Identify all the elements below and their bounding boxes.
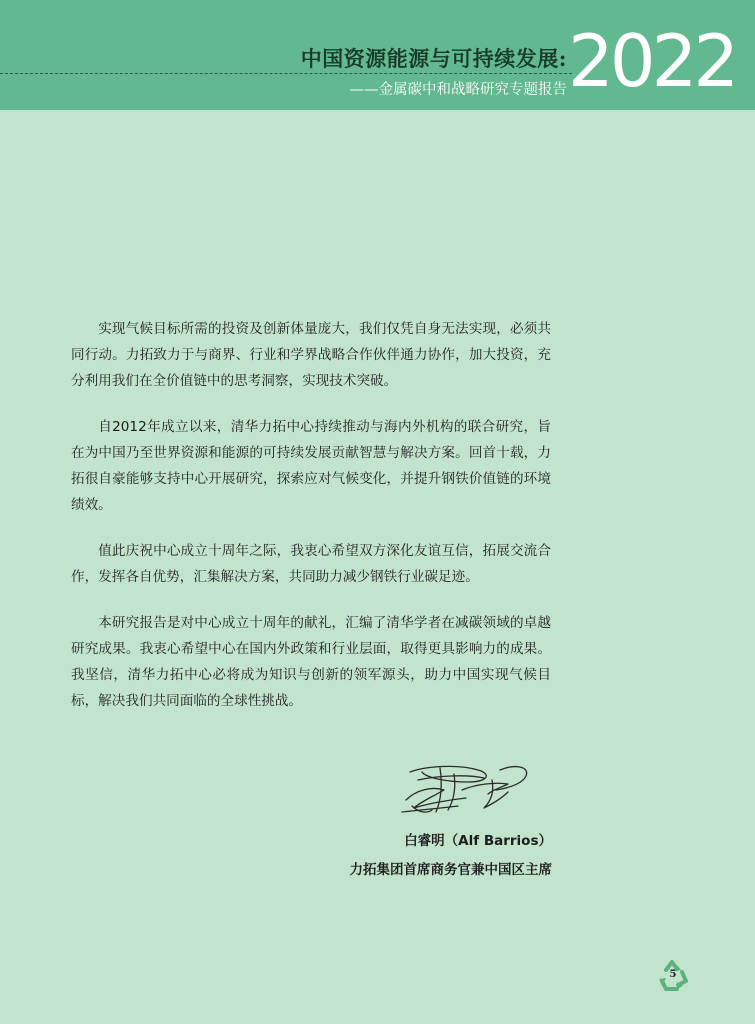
- report-header-band: [0, 0, 755, 110]
- report-title: 中国资源能源与可持续发展:: [300, 46, 567, 71]
- handwritten-signature: [396, 760, 536, 824]
- page-number: 5: [669, 969, 677, 980]
- foreword-letter: [71, 316, 551, 734]
- report-year: 2022: [568, 19, 736, 103]
- signatory-name: 白睿明（Alf Barrios）: [404, 833, 552, 849]
- letter-paragraph-4: 本研究报告是对中心成立十周年的献礼，汇编了清华学者在减碳领域的卓越研究成果。我衷心希望中心在国内外政策和行业层面，取得更具影响力的成果。我坚信，清华力拓中心必将成为知识与创新的领军源头，助力中国实现气候目标，解决我们共同面临的全球性挑战。: [71, 615, 551, 709]
- header-divider: [0, 73, 572, 74]
- letter-paragraph-2: 自2012年成立以来，清华力拓中心持续推动与海内外机构的联合研究，旨在为中国乃至世界资源和能源的可持续发展贡献智慧与解决方案。回首十载，力拓很自豪能够支持中心开展研究，探索应对气候变化，并提升钢铁价值链的环境绩效。: [71, 419, 551, 513]
- signatory-title: 力拓集团首席商务官兼中国区主席: [349, 862, 552, 878]
- report-subtitle: ——金属碳中和战略研究专题报告: [349, 82, 567, 98]
- letter-paragraph-1: 实现气候目标所需的投资及创新体量庞大，我们仅凭自身无法实现，必须共同行动。力拓致力于与商界、行业和学界战略合作伙伴通力协作，加大投资，充分利用我们在全价值链中的思考洞察，实现技术突破。: [71, 321, 551, 389]
- letter-paragraph-3: 值此庆祝中心成立十周年之际，我衷心希望双方深化友谊互信，拓展交流合作，发挥各自优势，汇集解决方案，共同助力减少钢铁行业碳足迹。: [71, 543, 551, 585]
